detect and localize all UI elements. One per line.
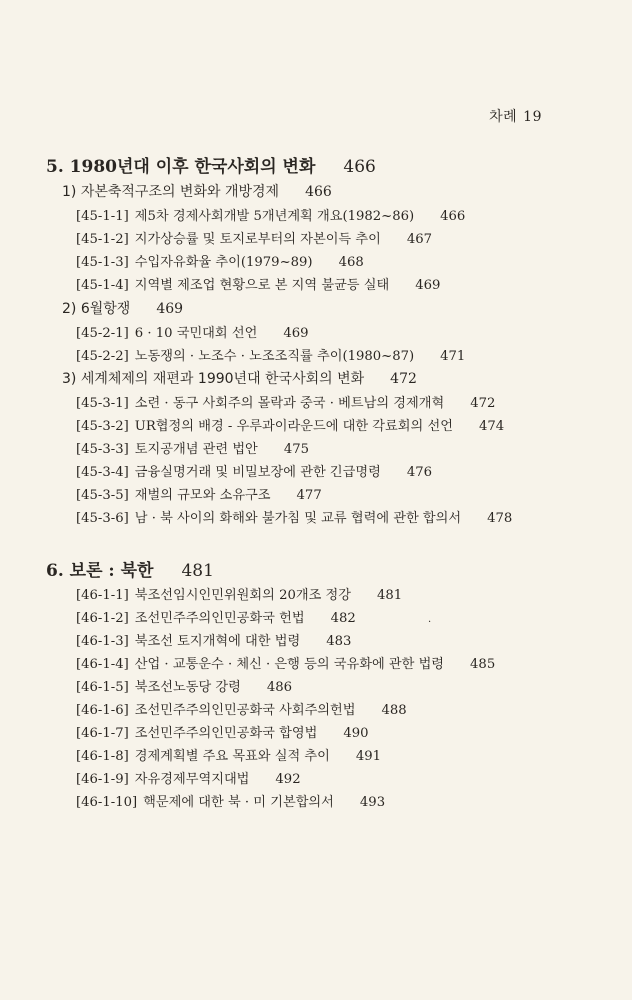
toc-entry: [76, 274, 440, 293]
entry-title: 산업 · 교통운수 · 체신 · 은행 등의 국유화에 관한 법령: [134, 657, 445, 672]
toc-entry: [76, 791, 385, 810]
entry-code: [45-1-3]: [76, 255, 129, 270]
subsection-page: 466: [305, 184, 332, 200]
entry-title: 소련 · 동구 사회주의 몰락과 중국 · 베트남의 경제개혁: [134, 396, 445, 411]
entry-page: 469: [415, 278, 441, 293]
entry-code: [46-1-2]: [76, 611, 129, 626]
entry-title: 재벌의 규모와 소유구조: [134, 488, 271, 503]
subsection-page: 472: [390, 371, 417, 387]
entry-title: 수입자유화율 추이(1979~89): [134, 255, 313, 270]
entry-page: 466: [440, 209, 466, 224]
entry-code: [46-1-3]: [76, 634, 129, 649]
entry-page: 475: [283, 442, 309, 457]
entry-page: 492: [275, 772, 301, 787]
entry-title: 지역별 제조업 현황으로 본 지역 불균등 실태: [134, 278, 390, 293]
toc-entry: [76, 768, 301, 787]
entry-title: 경제계획별 주요 목표와 실적 추이: [134, 749, 330, 764]
entry-page: 485: [470, 657, 496, 672]
toc-entry: [76, 676, 292, 695]
entry-code: [46-1-9]: [76, 772, 129, 787]
entry-title: 조선민주주의인민공화국 합영법: [134, 726, 318, 741]
toc-entry: [76, 653, 495, 672]
subsection-title: 2) 6월항쟁: [62, 301, 131, 317]
entry-page: 474: [478, 419, 505, 434]
entry-code: [45-3-4]: [76, 465, 129, 480]
entry-code: [46-1-10]: [76, 795, 138, 810]
entry-code: [46-1-8]: [76, 749, 129, 764]
entry-code: [45-3-6]: [76, 511, 129, 526]
entry-title: UR협정의 배경 - 우루과이라운드에 대한 각료회의 선언: [134, 419, 453, 434]
entry-title: 조선민주주의인민공화국 헌법: [134, 611, 305, 626]
entry-title: 토지공개념 관련 법안: [134, 442, 258, 457]
entry-code: [45-2-2]: [76, 349, 129, 364]
entry-page: 469: [283, 326, 309, 341]
entry-code: [45-3-5]: [76, 488, 129, 503]
section-title: 5. 1980년대 이후 한국사회의 변화: [46, 157, 316, 177]
running-header: [489, 106, 542, 126]
entry-code: [46-1-5]: [76, 680, 129, 695]
entry-code: [46-1-1]: [76, 588, 129, 603]
toc-entry: [76, 630, 351, 649]
section-page: 466: [343, 157, 376, 177]
subsection-5-1: [62, 181, 332, 201]
toc-entry: [76, 745, 381, 764]
entry-code: [46-1-4]: [76, 657, 129, 672]
entry-page: 482: [330, 611, 356, 626]
toc-entry: [76, 251, 364, 270]
entry-code: [45-3-1]: [76, 396, 129, 411]
section-title: 6. 보론 : 북한: [46, 561, 154, 581]
entry-code: [46-1-7]: [76, 726, 129, 741]
entry-title: 핵문제에 대한 북 · 미 기본합의서: [143, 795, 334, 810]
toc-entry: [76, 205, 465, 224]
entry-title: 북조선 토지개혁에 대한 법령: [134, 634, 301, 649]
entry-code: [46-1-6]: [76, 703, 129, 718]
entry-page: 467: [406, 232, 433, 247]
entry-page: 476: [406, 465, 433, 480]
toc-entry: [76, 484, 322, 503]
print-speck: .: [428, 614, 432, 625]
entry-code: [45-1-1]: [76, 209, 129, 224]
subsection-title: 3) 세계체제의 재편과 1990년대 한국사회의 변화: [62, 371, 365, 387]
entry-page: 483: [326, 634, 352, 649]
toc-entry: [76, 607, 356, 626]
entry-page: 471: [440, 349, 466, 364]
section-page: 481: [181, 561, 214, 581]
entry-code: [45-1-4]: [76, 278, 129, 293]
entry-page: 478: [487, 511, 513, 526]
entry-title: 남 · 북 사이의 화해와 불가침 및 교류 협력에 관한 합의서: [134, 511, 462, 526]
toc-entry: [76, 699, 407, 718]
entry-page: 468: [338, 255, 364, 270]
entry-page: 493: [359, 795, 386, 810]
entry-title: 조선민주주의인민공화국 사회주의헌법: [134, 703, 356, 718]
header-label: 차례: [489, 109, 518, 125]
entry-page: 491: [355, 749, 382, 764]
entry-code: [45-2-1]: [76, 326, 129, 341]
entry-code: [45-3-3]: [76, 442, 129, 457]
entry-title: 지가상승률 및 토지로부터의 자본이득 추이: [134, 232, 381, 247]
entry-page: 490: [343, 726, 369, 741]
toc-entry: [76, 461, 432, 480]
section-6: [46, 556, 214, 581]
toc-entry: [76, 507, 512, 526]
toc-entry: [76, 322, 309, 341]
toc-entry: [76, 392, 495, 411]
entry-page: 477: [296, 488, 322, 503]
entry-title: 금융실명거래 및 비밀보장에 관한 긴급명령: [134, 465, 381, 480]
entry-page: 486: [266, 680, 293, 695]
section-5: [46, 152, 376, 177]
entry-title: 제5차 경제사회개발 5개년계획 개요(1982~86): [134, 209, 415, 224]
entry-page: 481: [377, 588, 403, 603]
entry-title: 6 · 10 국민대회 선언: [134, 326, 258, 341]
toc-entry: [76, 415, 504, 434]
entry-code: [45-1-2]: [76, 232, 129, 247]
subsection-title: 1) 자본축적구조의 변화와 개방경제: [62, 184, 280, 200]
entry-page: 472: [470, 396, 496, 411]
subsection-page: 469: [156, 301, 184, 317]
toc-entry: [76, 228, 432, 247]
entry-title: 북조선노동당 강령: [134, 680, 241, 695]
toc-entry: [76, 438, 309, 457]
subsection-5-3: [62, 368, 417, 388]
toc-entry: [76, 345, 465, 364]
toc-entry: [76, 584, 402, 603]
entry-title: 자유경제무역지대법: [134, 772, 250, 787]
toc-entry: [76, 722, 368, 741]
entry-title: 북조선임시인민위원회의 20개조 정강: [134, 588, 352, 603]
entry-code: [45-3-2]: [76, 419, 129, 434]
header-page-number: 19: [523, 109, 542, 125]
subsection-5-2: [62, 298, 183, 318]
entry-page: 488: [381, 703, 407, 718]
entry-title: 노동쟁의 · 노조수 · 노조조직률 추이(1980~87): [134, 349, 415, 364]
